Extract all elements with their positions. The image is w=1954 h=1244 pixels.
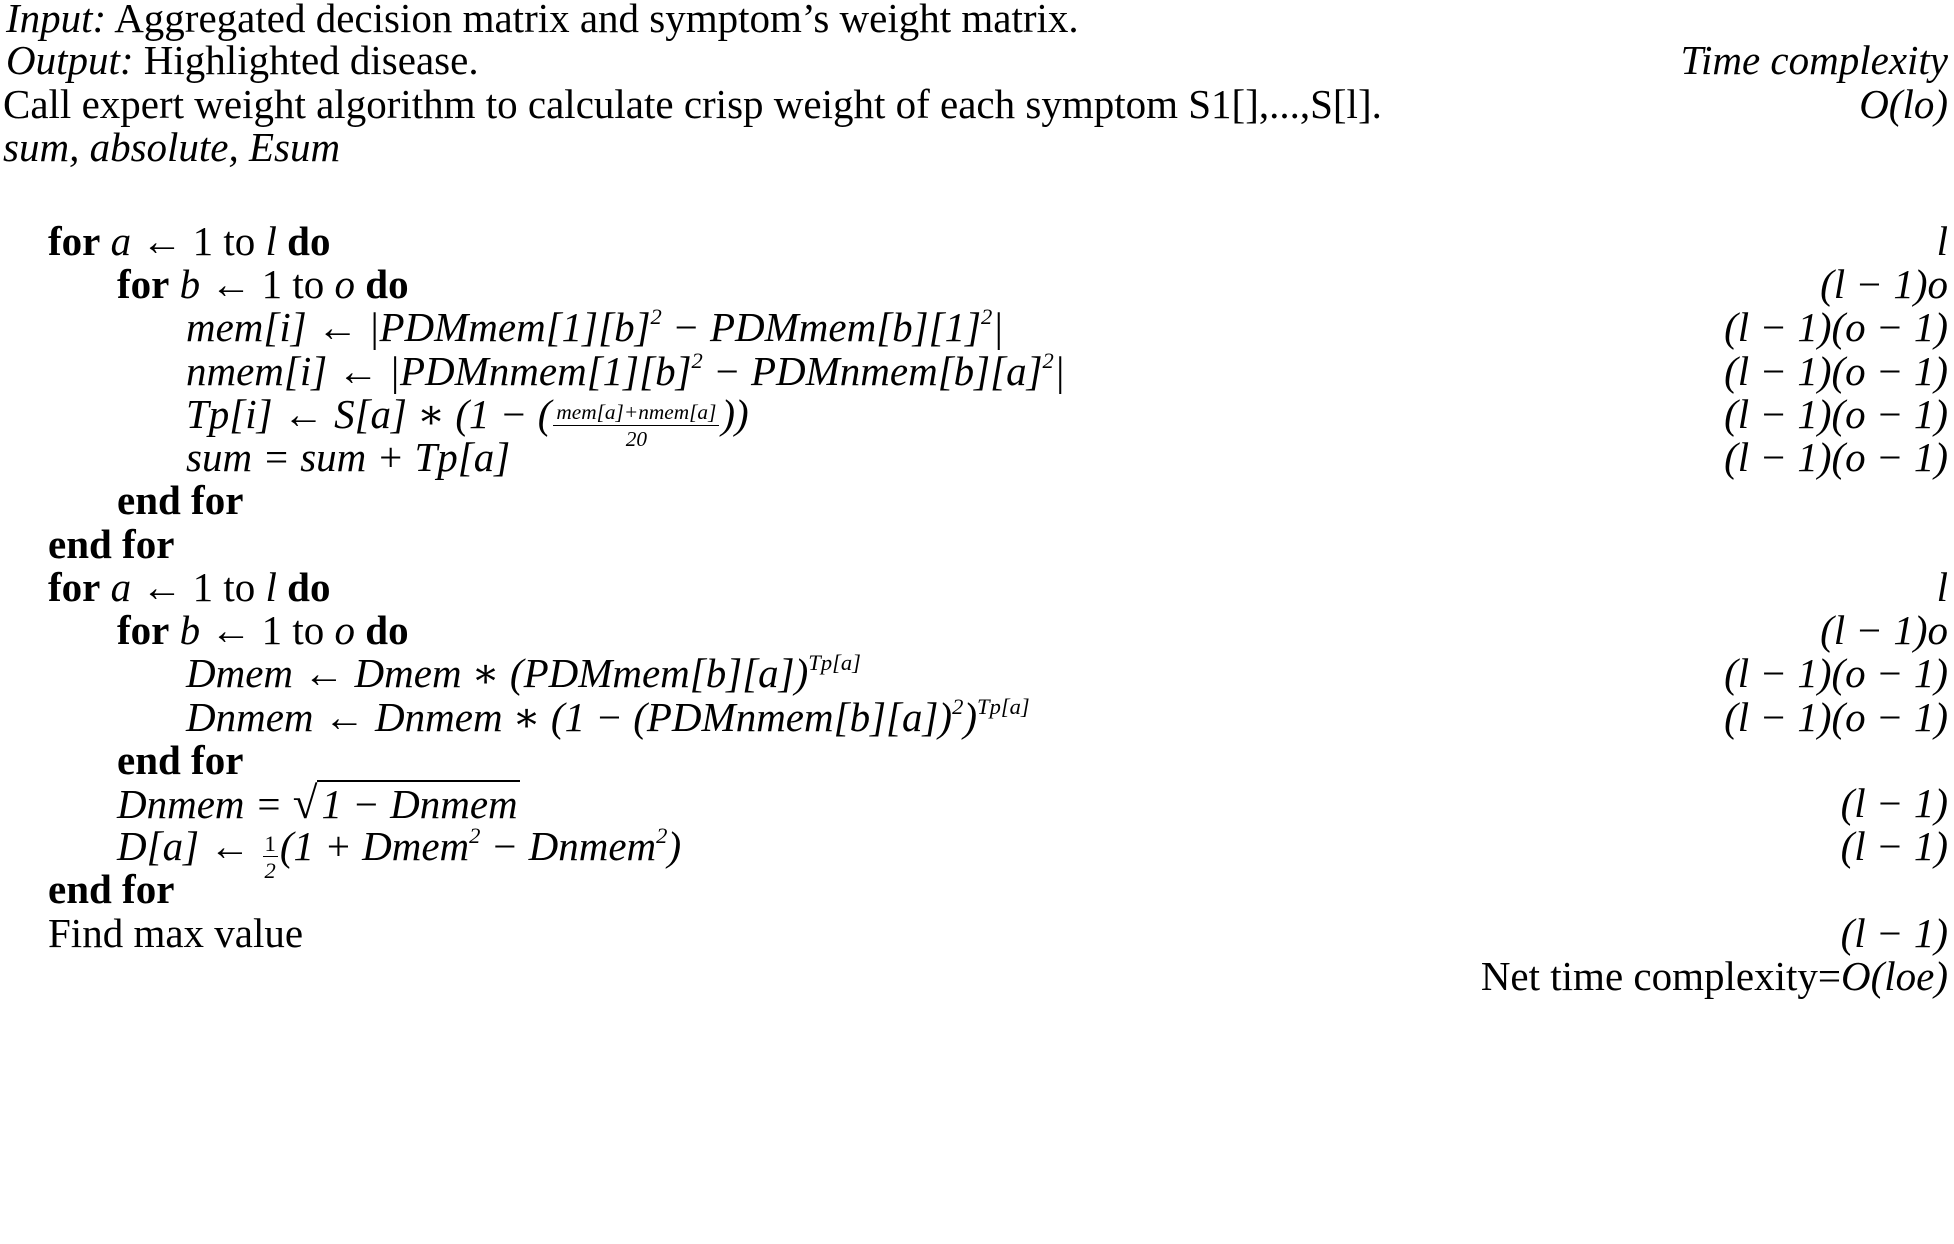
d-line: D[a] ← $\frac{1}{2}$ (1 + Dmem$^2$ − Dnmem$^2$) (l − 1) [0, 819, 1948, 873]
complexity-l: l [1936, 564, 1948, 610]
dnmem-line: Dnmem ← Dnmem ∗ (1 − (PDMnmem[b][a])$^2$)$^{Tp[a]}$ (l − 1)(o − 1) [0, 690, 1948, 744]
vars-line [0, 120, 1948, 174]
complexity-l1: (l − 1) [1840, 823, 1948, 869]
input-text: Aggregated decision matrix and symptom’s weight matrix. [114, 0, 1079, 41]
sum-line: sum = sum + Tp[a] (l − 1)(o − 1) [0, 430, 1948, 484]
complexity-l1: (l − 1) [1840, 910, 1948, 956]
mem-line: mem[i] ← $|PDMmem[1][b]^2$ − $PDMmem[b][1]^2|$ (l − 1)(o − 1) [0, 300, 1948, 354]
tp-line: Tp[i] ← S[a] ∗ (1 − ( $\frac{\text{mem[a]+nmem[a]}}{20}$ )) (l − 1)(o − 1) [0, 387, 1948, 441]
output-label: Output: [6, 37, 134, 83]
for-b-loop-2: for b ← 1 to o do (l − 1)o [0, 603, 1948, 657]
for-a-loop-1: for a ← 1 to l do l [0, 214, 1948, 268]
complexity-l1-o1: (l − 1)(o − 1) [1724, 694, 1948, 740]
end-for-inner-1: end for [117, 477, 244, 523]
find-max-line: Find max value (l − 1) [0, 906, 1948, 960]
nmem-line: nmem[i] ← $|PDMnmem[1][b]^2$ − $PDMnmem[b][a]^2|$ (l − 1)(o − 1) [0, 344, 1948, 398]
dmem-line: Dmem ← Dmem ∗ (PDMmem[b][a])$^{Tp[a]}$ (l − 1)(o − 1) [0, 646, 1948, 700]
complexity-l1-o1: (l − 1)(o − 1) [1724, 391, 1948, 437]
net-complexity-value: O(loe) [1840, 953, 1948, 999]
output-text: Highlighted disease. [143, 37, 479, 83]
complexity-l1-o1: (l − 1)(o − 1) [1724, 304, 1948, 350]
end-for-outer-2: end for [48, 866, 175, 912]
net-complexity-label: Net time complexity= [1480, 953, 1841, 999]
complexity-l1: (l − 1) [1840, 780, 1948, 826]
input-label: Input: [6, 0, 107, 41]
complexity-l1-o1: (l − 1)(o − 1) [1724, 650, 1948, 696]
complexity-l1-o: (l − 1)o [1820, 261, 1948, 307]
complexity-l: l [1936, 218, 1948, 264]
end-for-inner-2: end for [117, 737, 244, 783]
complexity-l1-o1: (l − 1)(o − 1) [1724, 434, 1948, 480]
end-for-outer-1: end for [48, 521, 175, 567]
vars-text: sum, absolute, Esum [3, 124, 341, 170]
call-complexity: O(lo) [1859, 81, 1948, 127]
time-complexity-heading: Time complexity [1680, 37, 1948, 83]
complexity-l1-o1: (l − 1)(o − 1) [1724, 348, 1948, 394]
call-text: Call expert weight algorithm to calculate crisp weight of each symptom S1[],...,S[l]. [3, 81, 1382, 127]
sqrt-line: Dnmem = √1 − Dnmem (l − 1) [0, 776, 1948, 830]
tp-fraction: $\frac{\text{mem[a]+nmem[a]}}{20}$ [553, 402, 719, 451]
net-complexity-line [0, 949, 1948, 1003]
for-b-loop-1: for b ← 1 to o do (l − 1)o [0, 257, 1948, 311]
square-root: √1 − Dnmem [292, 778, 518, 828]
for-a-loop-2: for a ← 1 to l do l [0, 560, 1948, 614]
half-fraction: $\frac{1}{2}$ [264, 830, 276, 884]
complexity-l1-o: (l − 1)o [1820, 607, 1948, 653]
